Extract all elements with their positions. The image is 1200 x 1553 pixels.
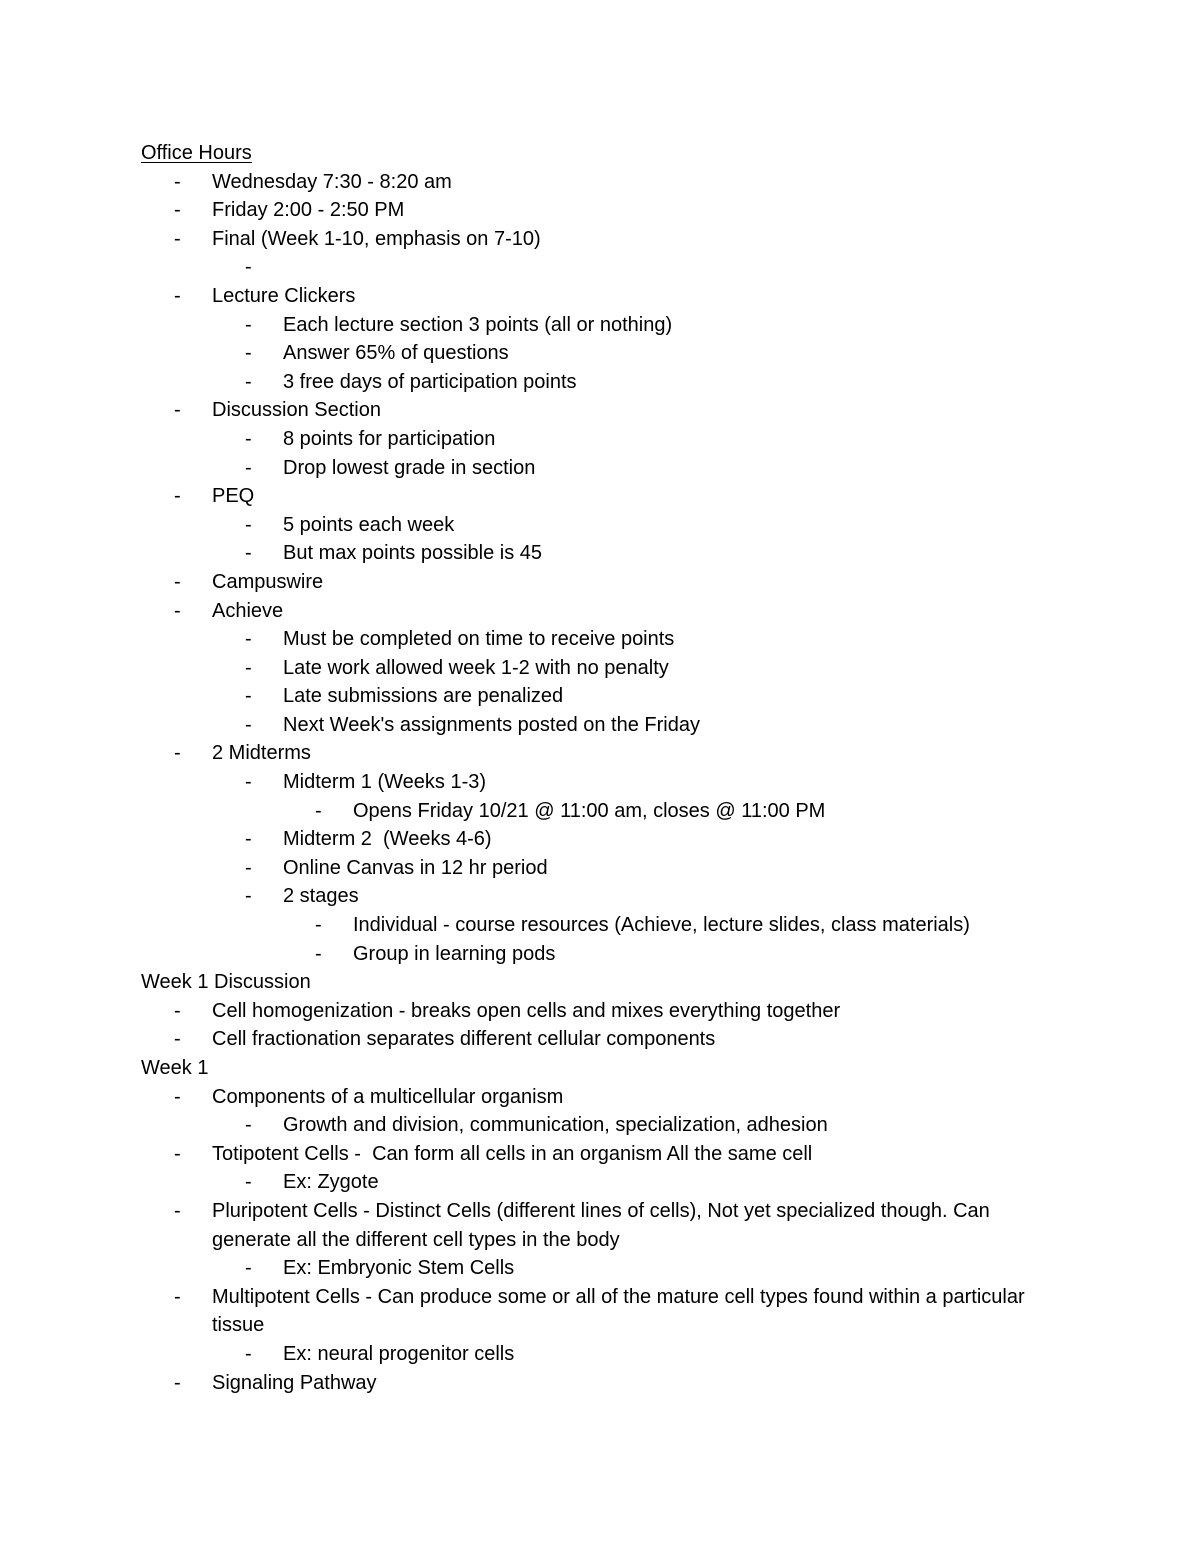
list-item-text: Components of a multicellular organism bbox=[212, 1085, 564, 1108]
bullet-dash: - bbox=[174, 170, 181, 193]
bullet-dash: - bbox=[174, 1085, 181, 1108]
list-item-text: Wednesday 7:30 - 8:20 am bbox=[212, 170, 452, 193]
list-item-text: 2 stages bbox=[283, 885, 359, 908]
list-item bbox=[141, 196, 1071, 225]
list-item-text: Cell fractionation separates different cellular components bbox=[212, 1028, 716, 1051]
bullet-dash: - bbox=[245, 313, 252, 336]
sub-list-item bbox=[141, 825, 1071, 854]
sub-list-item bbox=[141, 311, 1071, 340]
bullet-dash: - bbox=[245, 342, 252, 365]
bullet-dash: - bbox=[245, 685, 252, 708]
bullet-dash: - bbox=[174, 1199, 181, 1222]
sub-list-item bbox=[141, 1111, 1071, 1140]
list-item-text: Growth and division, communication, specialization, adhesion bbox=[283, 1114, 828, 1137]
sub-list-item bbox=[141, 882, 1071, 911]
section-week-1-discussion bbox=[141, 968, 1071, 1054]
sub-list-item bbox=[141, 1340, 1071, 1369]
bullet-dash: - bbox=[245, 1342, 252, 1365]
list-item-text: Final (Week 1-10, emphasis on 7-10) bbox=[212, 227, 541, 250]
bullet-dash: - bbox=[245, 885, 252, 908]
sub-list-item bbox=[141, 511, 1071, 540]
list-item-text: Opens Friday 10/21 @ 11:00 am, closes @ 11:00 PM bbox=[353, 799, 826, 822]
list-item-text: Campuswire bbox=[212, 570, 324, 593]
list-item-text: Ex: neural progenitor cells bbox=[283, 1342, 515, 1365]
list-item-text: Online Canvas in 12 hr period bbox=[283, 856, 548, 879]
list-item-text: Lecture Clickers bbox=[212, 284, 356, 307]
list-item-text: PEQ bbox=[212, 485, 255, 508]
section-heading: Week 1 bbox=[141, 1057, 209, 1079]
list-item-text: Late work allowed week 1-2 with no penalty bbox=[283, 656, 669, 679]
bullet-dash: - bbox=[174, 227, 181, 250]
list-item bbox=[141, 568, 1071, 597]
section-week-1 bbox=[141, 1054, 1071, 1397]
list-item bbox=[141, 739, 1071, 768]
notes-body bbox=[141, 139, 1071, 1397]
bullet-dash: - bbox=[174, 284, 181, 307]
bullet-dash: - bbox=[245, 771, 252, 794]
sub-list-item bbox=[141, 682, 1071, 711]
bullet-dash: - bbox=[315, 799, 322, 822]
bullet-dash: - bbox=[174, 1028, 181, 1051]
list-item bbox=[141, 282, 1071, 311]
bullet-dash: - bbox=[174, 399, 181, 422]
list-item-text: 3 free days of participation points bbox=[283, 370, 577, 393]
sub-list-item bbox=[141, 1168, 1071, 1197]
list-item bbox=[141, 168, 1071, 197]
bullet-dash: - bbox=[245, 1114, 252, 1137]
list-item-text: Totipotent Cells - Can form all cells in an organism All the same cell bbox=[212, 1142, 813, 1165]
list-item bbox=[141, 1083, 1071, 1112]
list-item-text: Answer 65% of questions bbox=[283, 342, 509, 365]
list-item-text: Pluripotent Cells - Distinct Cells (different lines of cells), Not yet specialized though. Can generate all the different cell types in the body bbox=[212, 1199, 990, 1251]
list-item bbox=[141, 1283, 1071, 1340]
bullet-dash: - bbox=[245, 713, 252, 736]
list-item bbox=[141, 1140, 1071, 1169]
list-item-text: Friday 2:00 - 2:50 PM bbox=[212, 199, 405, 222]
sub-list-item bbox=[141, 768, 1071, 797]
sub-list-item bbox=[141, 368, 1071, 397]
list-item-text: Group in learning pods bbox=[353, 942, 556, 965]
list-item-text: Achieve bbox=[212, 599, 284, 622]
list-item-text: Midterm 1 (Weeks 1-3) bbox=[283, 771, 487, 794]
list-item-text: Ex: Embryonic Stem Cells bbox=[283, 1257, 515, 1280]
bullet-dash: - bbox=[245, 628, 252, 651]
sub-list-item bbox=[141, 854, 1071, 883]
list-item-text: 8 points for participation bbox=[283, 427, 496, 450]
section-heading: Office Hours bbox=[141, 142, 252, 164]
sub-sub-list-item bbox=[141, 911, 1071, 940]
list-item-text: Drop lowest grade in section bbox=[283, 456, 536, 479]
list-item bbox=[141, 1197, 1071, 1254]
bullet-dash: - bbox=[245, 370, 252, 393]
list-item bbox=[141, 597, 1071, 626]
list-item-text: 2 Midterms bbox=[212, 742, 311, 765]
bullet-dash: - bbox=[245, 1171, 252, 1194]
sub-list-item bbox=[141, 1254, 1071, 1283]
section-office-hours bbox=[141, 139, 1071, 968]
list-item-text: Signaling Pathway bbox=[212, 1371, 377, 1394]
bullet-dash: - bbox=[315, 914, 322, 937]
sub-sub-list-item bbox=[141, 797, 1071, 826]
bullet-dash: - bbox=[174, 1142, 181, 1165]
list-item bbox=[141, 1025, 1071, 1054]
bullet-dash: - bbox=[245, 427, 252, 450]
bullet-dash: - bbox=[174, 999, 181, 1022]
sub-list-item bbox=[141, 454, 1071, 483]
bullet-dash: - bbox=[245, 1257, 252, 1280]
list-item bbox=[141, 225, 1071, 254]
bullet-dash: - bbox=[245, 828, 252, 851]
sub-list-item bbox=[141, 711, 1071, 740]
list-item bbox=[141, 482, 1071, 511]
sub-list-item bbox=[141, 654, 1071, 683]
bullet-dash: - bbox=[174, 742, 181, 765]
list-item-text: 5 points each week bbox=[283, 513, 455, 536]
list-item bbox=[141, 396, 1071, 425]
bullet-dash: - bbox=[174, 199, 181, 222]
sub-sub-list-item bbox=[141, 940, 1071, 969]
sub-list-item bbox=[141, 339, 1071, 368]
bullet-dash: - bbox=[174, 1371, 181, 1394]
list-item-text: Must be completed on time to receive points bbox=[283, 628, 675, 651]
list-item-text: Next Week's assignments posted on the Friday bbox=[283, 713, 700, 736]
list-item-text: Discussion Section bbox=[212, 399, 381, 422]
list-item-text: But max points possible is 45 bbox=[283, 542, 543, 565]
bullet-dash: - bbox=[174, 1285, 181, 1308]
list-item-text: Cell homogenization - breaks open cells and mixes everything together bbox=[212, 999, 841, 1022]
sub-list-item bbox=[141, 425, 1071, 454]
bullet-dash: - bbox=[245, 656, 252, 679]
list-item-text: Ex: Zygote bbox=[283, 1171, 379, 1194]
list-item-text: Individual - course resources (Achieve, lecture slides, class materials) bbox=[353, 914, 970, 937]
list-item-text: Multipotent Cells - Can produce some or all of the mature cell types found within a particular tissue bbox=[212, 1285, 1025, 1337]
list-item-text: Midterm 2 (Weeks 4-6) bbox=[283, 828, 492, 851]
bullet-dash: - bbox=[245, 542, 252, 565]
bullet-dash: - bbox=[174, 599, 181, 622]
bullet-dash: - bbox=[174, 570, 181, 593]
list-item-text: Late submissions are penalized bbox=[283, 685, 564, 708]
bullet-dash: - bbox=[245, 456, 252, 479]
sub-list-item bbox=[141, 625, 1071, 654]
list-item-empty bbox=[141, 253, 1071, 282]
sub-list-item bbox=[141, 539, 1071, 568]
section-heading: Week 1 Discussion bbox=[141, 971, 311, 994]
bullet-dash: - bbox=[245, 513, 252, 536]
bullet-dash: - bbox=[245, 856, 252, 879]
list-item bbox=[141, 1369, 1071, 1398]
list-item-text: Each lecture section 3 points (all or nothing) bbox=[283, 313, 673, 336]
list-item bbox=[141, 997, 1071, 1026]
bullet-dash: - bbox=[315, 942, 322, 965]
bullet-dash: - bbox=[245, 256, 252, 279]
bullet-dash: - bbox=[174, 485, 181, 508]
